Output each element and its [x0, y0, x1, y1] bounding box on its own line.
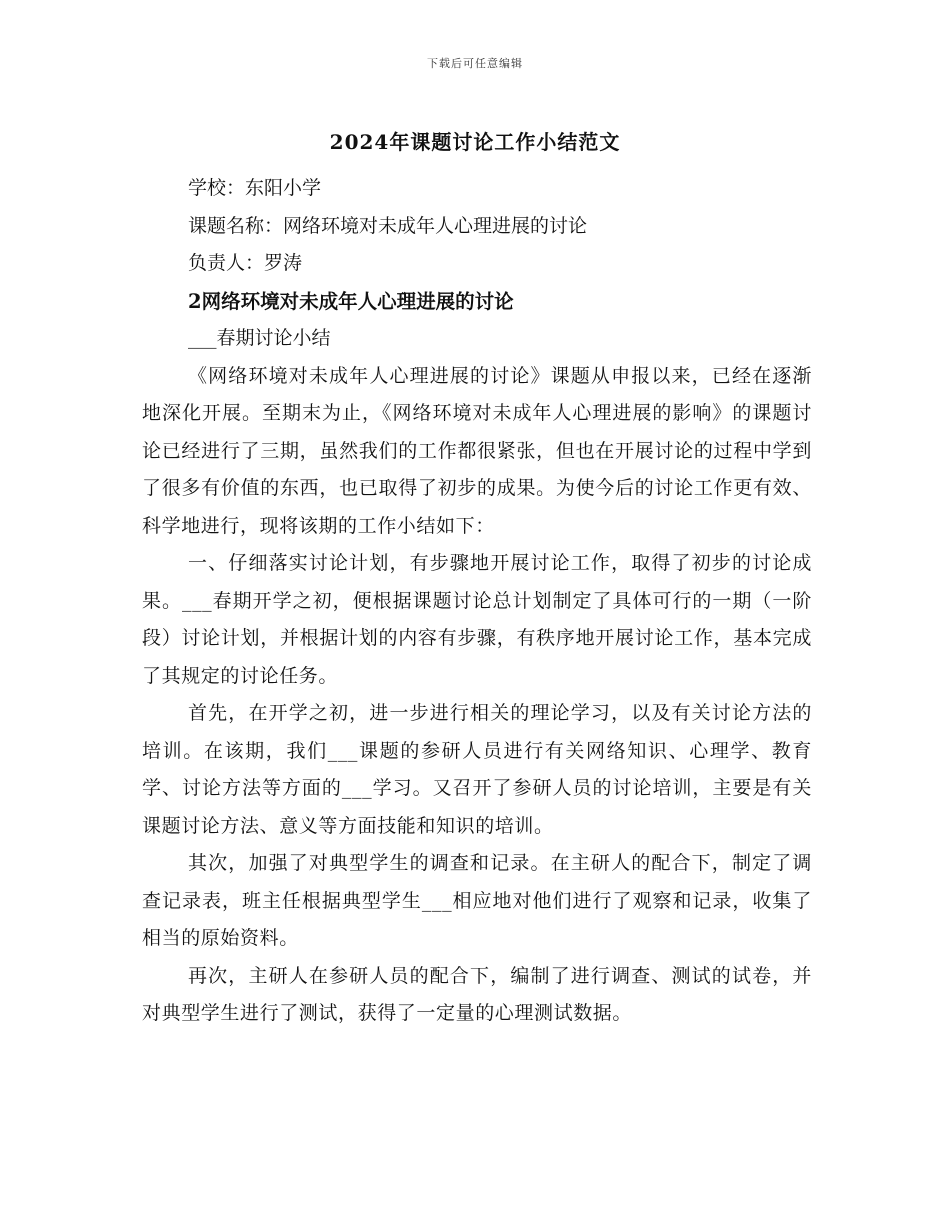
paragraph-first: 首先，在开学之初，进一步进行相关的理论学习，以及有关讨论方法的培训。在该期，我们___课题的参研人员进行有关网络知识、心理学、教育学、讨论方法等方面的___学习。又召开了参研人员的讨论培训，主要是有关课题讨论方法、意义等方面技能和知识的培训。 [142, 702, 812, 837]
paragraph-third: 再次，主研人在参研人员的配合下，编制了进行调查、测试的试卷，并对典型学生进行了测试，获得了一定量的心理测试数据。 [142, 964, 812, 1024]
header-note: 下载后可任意编辑 [427, 57, 523, 70]
section-subheading: 2网络环境对未成年人心理进展的讨论 [188, 289, 514, 313]
topic-line: 课题名称：网络环境对未成年人心理进展的讨论 [188, 214, 588, 237]
document-body [142, 170, 812, 1033]
paragraph-second: 其次，加强了对典型学生的调查和记录。在主研人的配合下，制定了调查记录表，班主任根据典型学生___相应地对他们进行了观察和记录，收集了相当的原始资料。 [142, 852, 812, 949]
term-summary-heading: ___春期讨论小结 [188, 327, 331, 349]
school-line: 学校：东阳小学 [188, 177, 322, 199]
paragraph-intro: 《网络环境对未成年人心理进展的讨论》课题从申报以来，已经在逐渐地深化开展。至期末为止，《网络环境对未成年人心理进展的影响》的课题讨论已经进行了三期，虽然我们的工作都很紧张，但也在开展讨论的过程中学到了很多有价值的东西，也已取得了初步的成果。为使今后的讨论工作更有效、科学地进行，现将该期的工作小结如下： [142, 364, 812, 537]
leader-line: 负责人：罗涛 [188, 252, 303, 274]
paragraph-plan: 一、仔细落实讨论计划，有步骤地开展讨论工作，取得了初步的讨论成果。___春期开学之初，便根据课题讨论总计划制定了具体可行的一期（一阶段）讨论计划，并根据计划的内容有步骤，有秩序地开展讨论工作，基本完成了其规定的讨论任务。 [142, 552, 812, 687]
document-title: 2024年课题讨论工作小结范文 [329, 130, 621, 154]
